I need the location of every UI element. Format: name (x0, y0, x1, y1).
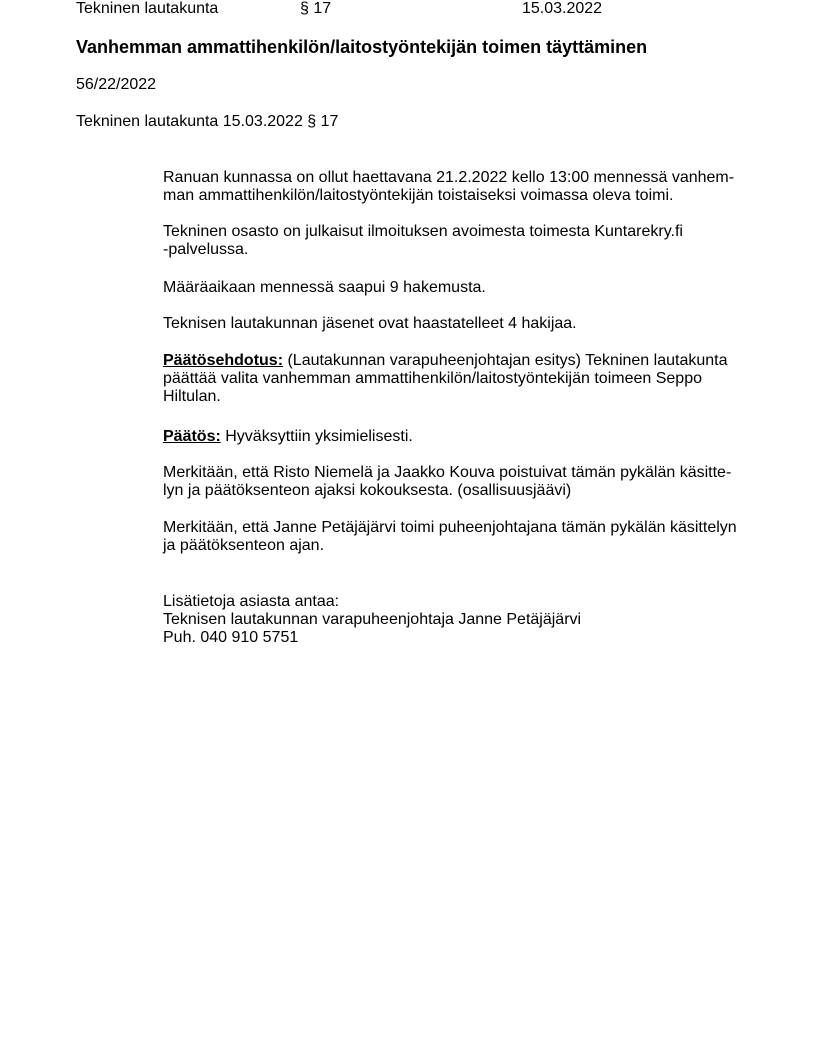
paragraph-chair (163, 519, 737, 555)
paragraph-interviews (163, 315, 577, 333)
header-section: § 17 (300, 0, 332, 17)
meeting-reference: Tekninen lautakunta 15.03.2022 § 17 (76, 113, 339, 130)
page-title: Vanhemman ammattihenkilön/laitostyöntekijän toimen täyttäminen (76, 37, 648, 57)
text-line: Teknisen lautakunnan jäsenet ovat haastatelleet 4 hakijaa. (163, 315, 577, 332)
text-line: Määräaikaan mennessä saapui 9 hakemusta. (163, 279, 486, 296)
text-line: Ranuan kunnassa on ollut haettavana 21.2.2022 kello 13:00 mennessä vanhem- (163, 169, 735, 186)
paragraph-intro (163, 169, 734, 205)
text-line: päättää valita vanhemman ammattihenkilön/laitostyöntekijän toimeen Seppo (163, 370, 702, 387)
contact-phone: Puh. 040 910 5751 (163, 629, 299, 646)
text-line: Tekninen osasto on julkaisut ilmoituksen avoimesta toimesta Kuntarekry.fi (163, 223, 683, 240)
paragraph-proposal (163, 352, 727, 406)
text-line: Hiltulan. (163, 388, 221, 405)
paragraph-decision (163, 428, 413, 446)
contact-info (163, 593, 581, 647)
header-date: 15.03.2022 (522, 0, 603, 17)
paragraph-recusal (163, 464, 731, 500)
text-line: Teknisen lautakunnan varapuheenjohtaja Janne Petäjäjärvi (163, 611, 582, 628)
text-line: ja päätöksenteon ajan. (163, 537, 325, 554)
header-board: Tekninen lautakunta (76, 0, 219, 17)
text-line: man ammattihenkilön/laitostyöntekijän toistaiseksi voimassa oleva toimi. (163, 187, 674, 204)
text-line: Merkitään, että Risto Niemelä ja Jaakko Kouva poistuivat tämän pykälän käsitte- (163, 464, 732, 481)
record-number: 56/22/2022 (76, 76, 157, 93)
text-line: Merkitään, että Janne Petäjäjärvi toimi puheenjohtajana tämän pykälän käsittelyn (163, 519, 737, 536)
decision-label: Päätös: (163, 428, 221, 445)
text-line: -palvelussa. (163, 241, 249, 258)
text-line: (Lautakunnan varapuheenjohtajan esitys) Tekninen lautakunta (283, 352, 728, 369)
text-line: lyn ja päätöksenteon ajaksi kokouksesta. (osallisuusjäävi) (163, 482, 572, 499)
decision-text: Hyväksyttiin yksimielisesti. (220, 428, 413, 445)
paragraph-announcement (163, 223, 683, 259)
text-line: Lisätietoja asiasta antaa: (163, 593, 340, 610)
proposal-label: Päätösehdotus: (163, 352, 284, 369)
paragraph-applications (163, 279, 486, 297)
